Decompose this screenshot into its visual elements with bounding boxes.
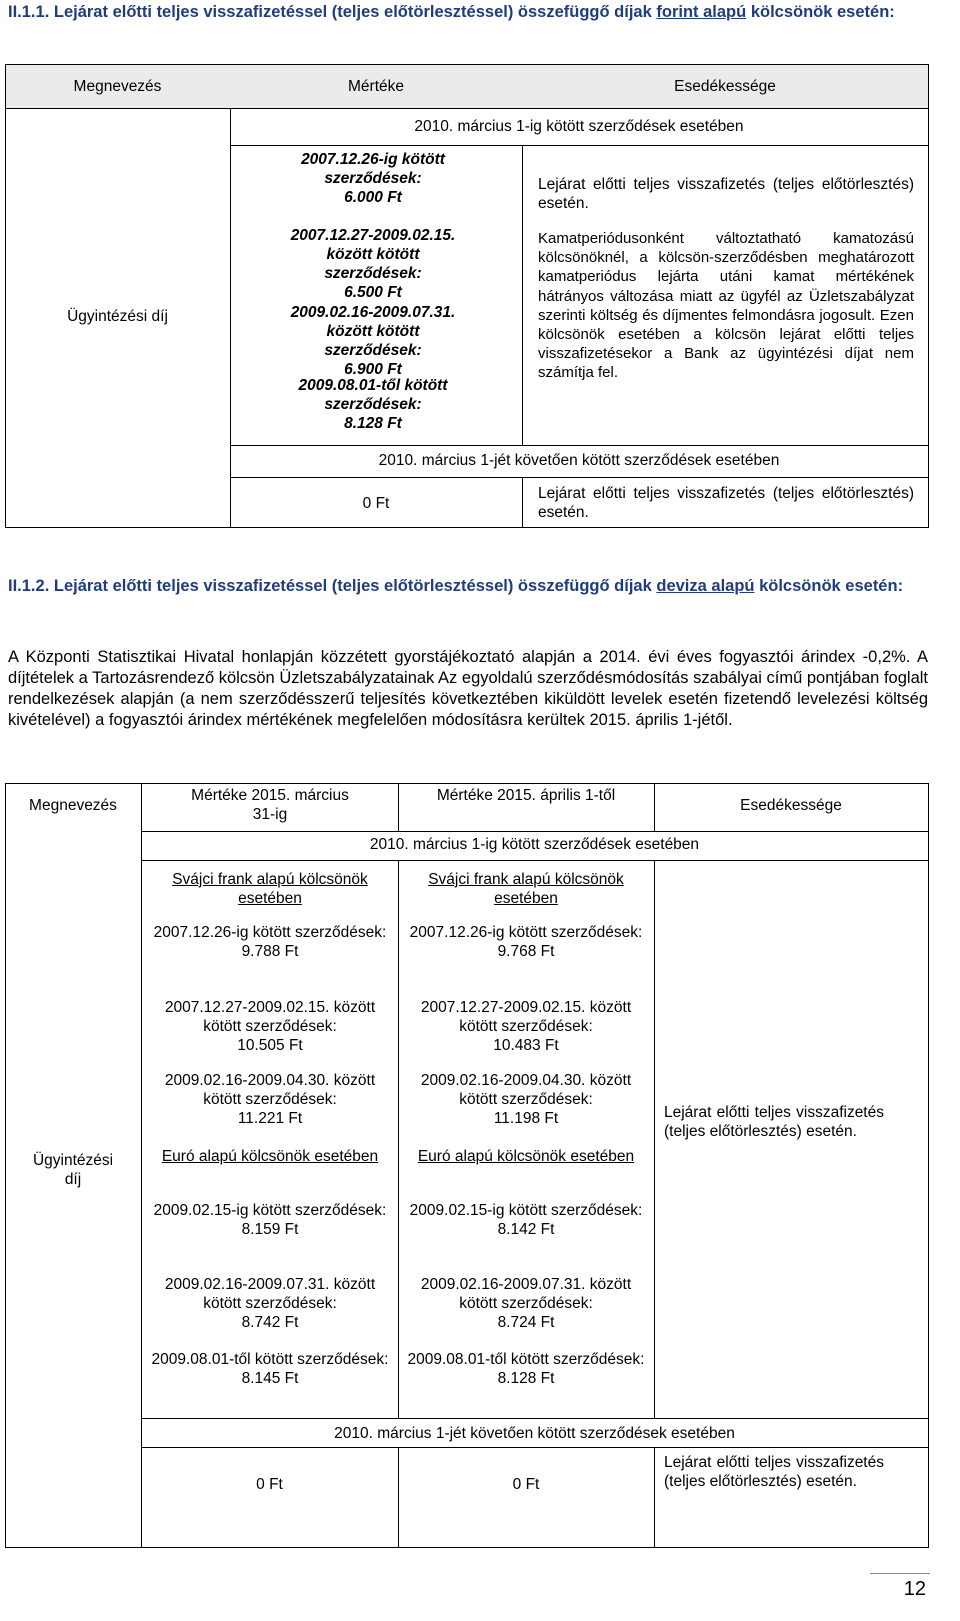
tier-date: 2007.12.26-ig kötött szerződések: xyxy=(301,151,445,187)
section1-title-underlined: forint alapú xyxy=(656,3,747,21)
table2-header-due: Esedékessége xyxy=(740,797,842,814)
table1-tier xyxy=(283,150,463,207)
tier-date: 2009.02.15-ig kötött szerződések: xyxy=(153,1202,387,1219)
table2-period2: 2010. március 1-jét követően kötött szerződések esetében xyxy=(334,1425,735,1442)
section1-title xyxy=(8,2,928,23)
section2-title-underlined: deviza alapú xyxy=(656,577,755,595)
tier-date: 2007.12.27-2009.02.15. között kötött szerződések: xyxy=(164,999,376,1035)
table2-due2: Lejárat előtti teljes visszafizetés (teljes előtörlesztés) esetén. xyxy=(664,1454,884,1490)
tier-date: 2007.12.26-ig kötött szerződések: xyxy=(153,924,387,941)
table1-tier xyxy=(296,376,450,433)
table1-row-label: Ügyintézési díj xyxy=(67,308,168,325)
table2-header-rate-new: Mértéke 2015. április 1-től xyxy=(436,787,616,804)
tier-fee: 10.483 Ft xyxy=(493,1037,559,1054)
section2-paragraph-text: A Központi Statisztikai Hivatal honlapján közzétett gyorstájékoztató alapján a 2014. évi éves fogyasztói árindex -0,2%. A díjtételek a Tartozásrendező kölcsön Üzletszabályzatainak Az egyoldalú szerződésmódosítás szabályai című pontjában foglalt rendelkezések alapján (a nem szerződésszerű teljesítés következtében kiküldött levelek esetén fizetendő levelezési költség kivételével) a fogyasztói árindex mértékének megfelelően módosításra kerültek 2015. április 1-jétől. xyxy=(8,648,928,729)
section2-title-end: kölcsönök esetén: xyxy=(759,577,904,595)
table1-fee2: 0 Ft xyxy=(362,495,390,512)
table1-due2: Lejárat előtti teljes visszafizetés (teljes előtörlesztés) esetén. xyxy=(538,485,914,521)
tier-fee: 8.128 Ft xyxy=(344,415,402,432)
tier-date: 2007.12.26-ig kötött szerződések: xyxy=(409,924,643,941)
table2-fee2-new: 0 Ft xyxy=(512,1476,540,1493)
tier-date: 2009.08.01-től kötött szerződések: xyxy=(151,1351,389,1368)
tier-fee: 11.221 Ft xyxy=(237,1110,303,1127)
tier-fee: 8.142 Ft xyxy=(497,1221,555,1238)
tier-fee: 9.788 Ft xyxy=(241,943,299,960)
tier-date: 2009.08.01-től kötött szerződések: xyxy=(298,377,448,413)
section1-title-end: kölcsönök esetén: xyxy=(750,3,895,21)
table1-header-rate: Mértéke xyxy=(348,78,404,95)
tier-fee: 6.000 Ft xyxy=(344,189,402,206)
section2-title-main: Lejárat előtti teljes visszafizetéssel (teljes előtörlesztéssel) összefüggő díjak xyxy=(53,577,652,595)
table2-fee2-old: 0 Ft xyxy=(256,1476,283,1493)
section1-number: II.1.1. xyxy=(8,3,50,21)
tier-fee: 8.128 Ft xyxy=(497,1370,555,1387)
table2-old-eur-heading: Euró alapú kölcsönök esetében xyxy=(161,1148,379,1165)
tier-fee: 11.198 Ft xyxy=(493,1110,559,1127)
section2-title xyxy=(8,576,928,597)
table2-old-chf-tier xyxy=(148,998,392,1055)
tier-date: 2009.08.01-től kötött szerződések: xyxy=(407,1351,645,1368)
tier-date: 2009.02.16-2009.07.31. között kötött szerződések: xyxy=(290,304,456,359)
table1-tier xyxy=(276,303,470,379)
table1-header-name: Megnevezés xyxy=(73,78,162,95)
tier-date: 2009.02.16-2009.07.31. között kötött szerződések: xyxy=(420,1276,632,1312)
table1-period1: 2010. március 1-ig kötött szerződések esetében xyxy=(414,118,744,135)
table1-due1: Lejárat előtti teljes visszafizetés (teljes előtörlesztés) esetén. xyxy=(538,176,914,212)
tier-fee: 8.742 Ft xyxy=(241,1314,299,1331)
table1-note: Kamatperiódusonként változtatható kamatozású kölcsönöknél, a kölcsön-szerződésben meghatározott kamatperiódus lejárta utáni kamat mértékének hátrányos változása miatt az ügyfél az Üzletszabályzat szerinti költség és díjmentes felmondásra jogosult. Ezen kölcsönök esetében a kölcsön lejárat előtti teljes visszafizetésekor a Bank az ügyintézési díjat nem számítja fel. xyxy=(538,230,914,382)
table2-old-chf-tier xyxy=(148,1071,392,1128)
table2-old-eur-tier xyxy=(148,1201,392,1239)
tier-fee: 6.900 Ft xyxy=(344,361,402,378)
table2-new-eur-tier xyxy=(404,1201,648,1239)
table2-new-chf-tier xyxy=(404,1071,648,1128)
table2-new-chf-tier xyxy=(404,923,648,961)
table2-row-label: Ügyintézési díj xyxy=(32,1152,114,1188)
tier-fee: 8.159 Ft xyxy=(241,1221,299,1238)
table2-due1: Lejárat előtti teljes visszafizetés (teljes előtörlesztés) esetén. xyxy=(664,1104,884,1140)
tier-fee: 6.500 Ft xyxy=(344,284,402,301)
table2-period1: 2010. március 1-ig kötött szerződések esetében xyxy=(369,836,700,853)
table2-old-eur-tier xyxy=(148,1275,392,1332)
tier-fee: 10.505 Ft xyxy=(237,1037,303,1054)
table2-old-chf-heading: Svájci frank alapú kölcsönök esetében xyxy=(172,871,368,907)
section2-number: II.1.2. xyxy=(8,577,50,595)
table1-period2: 2010. március 1-jét követően kötött szerződések esetében xyxy=(378,452,780,469)
tier-fee: 8.145 Ft xyxy=(241,1370,299,1387)
tier-date: 2009.02.16-2009.07.31. között kötött szerződések: xyxy=(164,1276,376,1312)
table2-new-chf-heading: Svájci frank alapú kölcsönök esetében xyxy=(428,871,624,907)
table2-old-chf-tier xyxy=(148,923,392,961)
section2-paragraph xyxy=(8,647,928,731)
section1-title-main: Lejárat előtti teljes visszafizetéssel (teljes előtörlesztéssel) összefüggő díjak xyxy=(53,3,652,21)
table2-new-eur-tier xyxy=(404,1275,648,1332)
table1-header-due: Esedékessége xyxy=(674,78,776,95)
table2-header-rate-old: Mértéke 2015. március 31-ig xyxy=(191,787,349,823)
table2-old-eur-tier xyxy=(148,1350,392,1388)
tier-date: 2009.02.16-2009.04.30. között kötött szerződések: xyxy=(164,1072,376,1108)
page-number: 12 xyxy=(903,1578,926,1600)
table2-new-chf-tier xyxy=(404,998,648,1055)
table2-new-eur-tier xyxy=(404,1350,648,1388)
tier-date: 2007.12.27-2009.02.15. között kötött szerződések: xyxy=(420,999,632,1035)
table2-new-eur-heading: Euró alapú kölcsönök esetében xyxy=(417,1148,635,1165)
table1-tier xyxy=(276,226,470,302)
tier-date: 2007.12.27-2009.02.15. között kötött szerződések: xyxy=(290,227,456,282)
tier-date: 2009.02.15-ig kötött szerződések: xyxy=(409,1202,643,1219)
tier-fee: 8.724 Ft xyxy=(497,1314,555,1331)
tier-date: 2009.02.16-2009.04.30. között kötött szerződések: xyxy=(420,1072,632,1108)
tier-fee: 9.768 Ft xyxy=(497,943,555,960)
table2-header-name: Megnevezés xyxy=(29,797,117,814)
